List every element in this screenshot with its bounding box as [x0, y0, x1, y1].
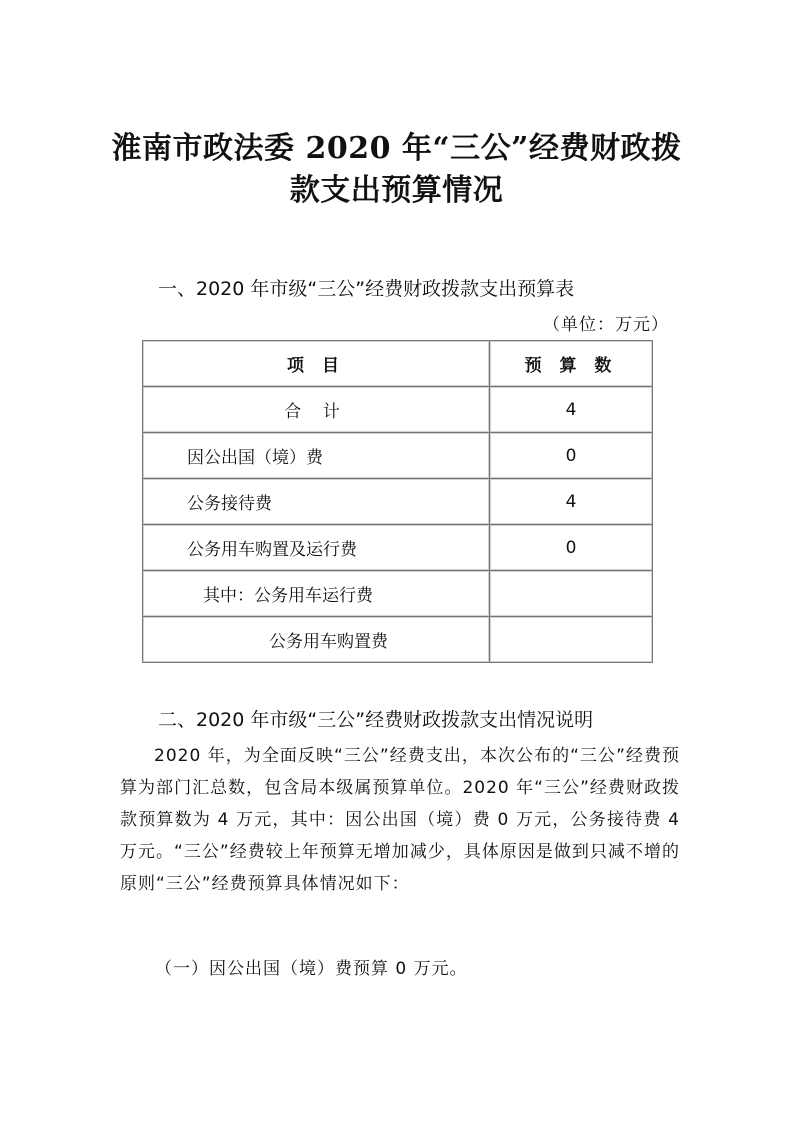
sub-item-overseas-travel: （一）因公出国（境）费预算 0 万元。	[155, 959, 468, 979]
row-value-total: 4	[490, 387, 653, 433]
unit-label: （单位：万元）	[543, 315, 669, 335]
row-label-vehicle-operation: 其中：公务用车运行费	[143, 571, 490, 617]
column-header-item: 项 目	[143, 341, 490, 387]
row-label-reception: 公务接待费	[143, 479, 490, 525]
row-label-overseas-travel: 因公出国（境）费	[143, 433, 490, 479]
row-label-vehicle-purchase: 公务用车购置费	[143, 617, 490, 663]
row-value-vehicle-purchase	[490, 617, 653, 663]
document-title	[60, 128, 733, 212]
table-row	[143, 479, 653, 525]
table-row	[143, 525, 653, 571]
column-header-amount: 预 算 数	[490, 341, 653, 387]
document-title-line-2: 款支出预算情况	[289, 173, 504, 208]
row-value-vehicle-operation	[490, 571, 653, 617]
row-value-reception: 4	[490, 479, 653, 525]
row-label-total: 合 计	[143, 387, 490, 433]
table-header-row	[143, 341, 653, 387]
row-value-overseas-travel: 0	[490, 433, 653, 479]
section-2-heading: 二、2020 年市级“三公”经费财政拨款支出情况说明	[158, 709, 594, 731]
table-row	[143, 433, 653, 479]
explanation-paragraph: 2020 年，为全面反映“三公”经费支出，本次公布的“三公”经费预算为部门汇总数，包含局本级属预算单位。2020 年“三公”经费财政拨款预算数为 4 万元，其中：因公出国（境）费 0 万元，公务接待费 4 万元。“三公”经费较上年预算无增加减少，具体原因是做到只减不增的原则“三公”经费预算具体情况如下：	[120, 746, 680, 894]
budget-table	[142, 340, 653, 663]
table-row	[143, 571, 653, 617]
row-label-vehicle-total: 公务用车购置及运行费	[143, 525, 490, 571]
section-1-heading: 一、2020 年市级“三公”经费财政拨款支出预算表	[158, 278, 575, 300]
table-row	[143, 617, 653, 663]
row-value-vehicle-total: 0	[490, 525, 653, 571]
table-row	[143, 387, 653, 433]
document-title-line-1: 淮南市政法委 2020 年“三公”经费财政拨	[111, 131, 682, 166]
